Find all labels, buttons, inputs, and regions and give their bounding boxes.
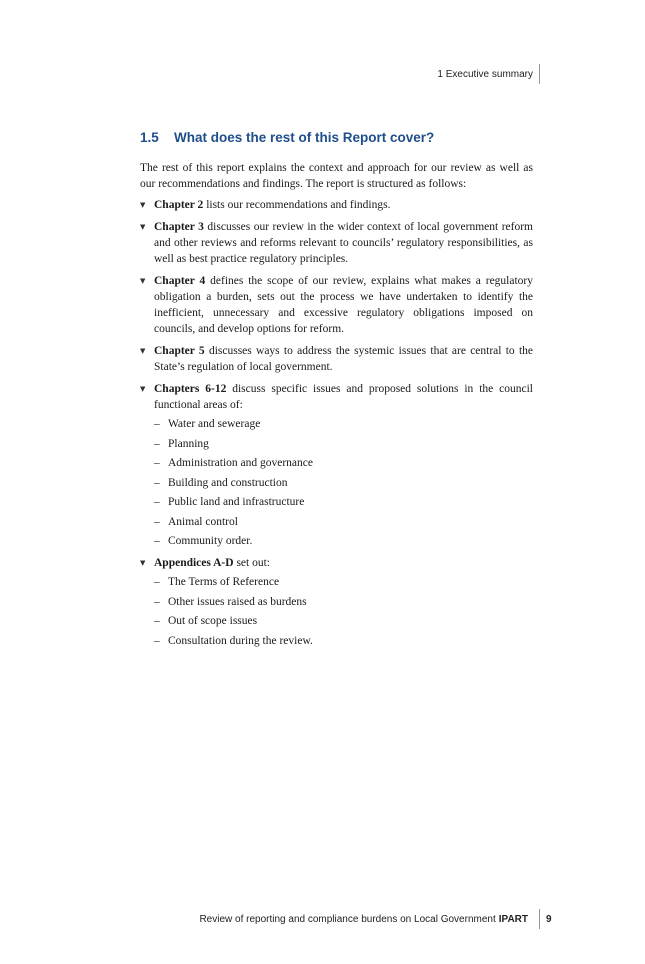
section-heading [140, 130, 434, 145]
list-item [140, 197, 533, 213]
sub-list-item: – Building and construction [154, 475, 533, 491]
item-bold: Chapter 3 [154, 221, 204, 233]
item-bold: Chapter 4 [154, 275, 206, 287]
sub-list-item: – Animal control [154, 514, 533, 530]
item-text: defines the scope of our review, explains what makes a regulatory obligation a burden, sets out the process we have undertaken to identify the inefficient, unnecessary and excessive regulatory obligations imposed on councils, and develop options for reform. [154, 275, 533, 335]
intro-paragraph: The rest of this report explains the context and approach for our review as well as our recommendations and findings. The report is structured as follows: [140, 162, 533, 190]
sub-list-item: – Administration and governance [154, 455, 533, 471]
item-text: lists our recommendations and findings. [203, 199, 391, 211]
footer-divider [539, 909, 540, 929]
header-divider [539, 64, 540, 84]
list-item [140, 381, 533, 549]
section-number: 1.5 [140, 130, 159, 145]
item-bold: Chapters 6-12 [154, 383, 227, 395]
item-bold: Chapter 5 [154, 345, 205, 357]
body-content [140, 160, 533, 655]
sub-list-item: – Out of scope issues [154, 613, 533, 629]
sub-list-item: – The Terms of Reference [154, 574, 533, 590]
running-header: 1 Executive summary [437, 69, 533, 80]
sub-list-item: – Consultation during the review. [154, 633, 533, 649]
sub-list-item: – Public land and infrastructure [154, 494, 533, 510]
item-text: discusses our review in the wider context of local government reform and other reviews and reforms relevant to councils’ regulatory responsibilities, as well as best practice regulatory principles. [154, 221, 533, 265]
functional-areas-list [154, 416, 533, 549]
item-bold: Appendices A-D [154, 557, 234, 569]
list-item [140, 555, 533, 649]
chapter-list [140, 197, 533, 649]
item-text: discusses ways to address the systemic issues that are central to the State’s regulation of local government. [154, 345, 533, 373]
sub-list-item: – Other issues raised as burdens [154, 594, 533, 610]
appendices-list [154, 574, 533, 649]
item-text: set out: [233, 557, 270, 569]
sub-list-item: – Water and sewerage [154, 416, 533, 432]
footer-brand: IPART [498, 914, 528, 925]
item-text: discuss specific issues and proposed solutions in the council functional areas of: [154, 383, 533, 411]
list-item [140, 273, 533, 337]
sub-list-item: – Planning [154, 436, 533, 452]
list-item [140, 219, 533, 267]
page-number: 9 [546, 914, 552, 925]
sub-list-item: – Community order. [154, 533, 533, 549]
list-item [140, 343, 533, 375]
section-title: What does the rest of this Report cover? [174, 130, 435, 145]
footer-report-title: Review of reporting and compliance burdens on Local Government [199, 914, 496, 925]
running-footer [199, 914, 528, 925]
item-bold: Chapter 2 [154, 199, 204, 211]
